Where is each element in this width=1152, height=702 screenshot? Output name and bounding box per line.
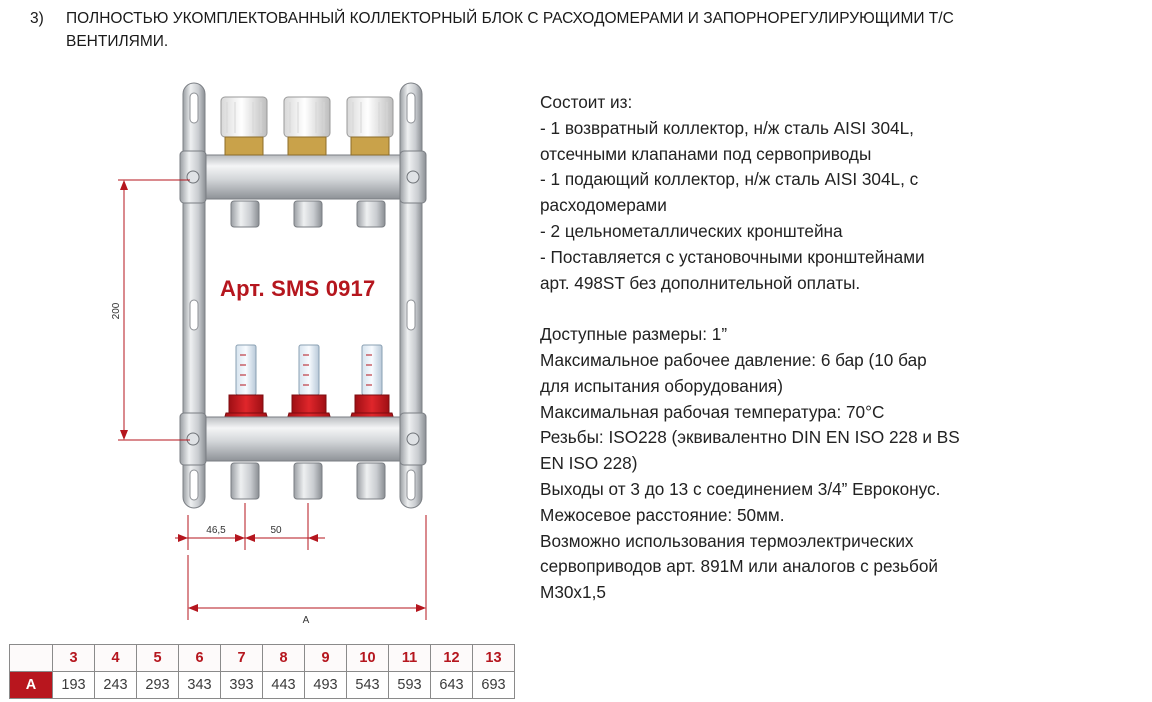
description-line: Максимальное рабочее давление: 6 бар (10 бар xyxy=(540,349,927,370)
description-line: Межосевое расстояние: 50мм. xyxy=(540,504,785,525)
description-line: отсечными клапанами под сервоприводы xyxy=(540,143,872,164)
length-cell: 593 xyxy=(389,672,431,699)
outlet-count-cell: 6 xyxy=(179,645,221,672)
length-cell: 293 xyxy=(137,672,179,699)
description-line: Возможно использования термоэлектрических xyxy=(540,530,914,551)
description-line: EN ISO 228) xyxy=(540,453,638,474)
valve-cap xyxy=(221,97,267,155)
length-cell: 493 xyxy=(305,672,347,699)
length-cell: 193 xyxy=(53,672,95,699)
outlet-count-cell: 5 xyxy=(137,645,179,672)
length-cell: 343 xyxy=(179,672,221,699)
outlet-count-cell: 8 xyxy=(263,645,305,672)
description-line: Максимальная рабочая температура: 70°С xyxy=(540,401,885,422)
outlet-count-cell: 10 xyxy=(347,645,389,672)
product-description xyxy=(540,90,1010,606)
valve-cap xyxy=(284,97,330,155)
flowmeter xyxy=(285,345,333,427)
outlet-count-cell: 7 xyxy=(221,645,263,672)
height-dimension-value: 200 xyxy=(111,302,122,320)
row-label: A xyxy=(10,672,53,699)
height-dimension xyxy=(111,180,190,440)
description-line: сервоприводов арт. 891M или аналогов с резьбой xyxy=(540,556,939,577)
description-line: Выходы от 3 до 13 с соединением 3/4” Евроконус. xyxy=(540,478,941,499)
description-line: Резьбы: ISO228 (эквивалентно DIN EN ISO 228 и BS xyxy=(540,427,960,448)
description-line: - 2 цельнометаллических кронштейна xyxy=(540,220,843,241)
manifold-diagram xyxy=(100,75,450,635)
description-line: - 1 возвратный коллектор, н/ж сталь AISI 304L, xyxy=(540,117,914,138)
length-cell: 443 xyxy=(263,672,305,699)
length-cell: 643 xyxy=(431,672,473,699)
spacing-dimension-value: 50 xyxy=(270,525,282,536)
return-collector xyxy=(180,97,426,227)
outlet-count-cell: 3 xyxy=(53,645,95,672)
description-line: - Поставляется с установочными кронштейнами xyxy=(540,246,925,267)
offset-dimension-value: 46,5 xyxy=(206,525,226,536)
length-cell: 243 xyxy=(95,672,137,699)
total-dimension-value: A xyxy=(302,615,310,626)
description-line xyxy=(540,296,1010,322)
spacing-dimension xyxy=(175,503,325,550)
outlet-count-cell: 11 xyxy=(389,645,431,672)
description-line: арт. 498ST без дополнительной оплаты. xyxy=(540,272,861,293)
outlet-count-cell: 12 xyxy=(431,645,473,672)
outlet-count-cell: 9 xyxy=(305,645,347,672)
description-line: для испытания оборудования) xyxy=(540,375,783,396)
outlet-count-cell: 13 xyxy=(473,645,515,672)
flowmeter xyxy=(222,345,270,427)
article-label: Арт. SMS 0917 xyxy=(220,276,376,301)
size-table xyxy=(9,644,515,699)
section-title: ПОЛНОСТЬЮ УКОМПЛЕКТОВАННЫЙ КОЛЛЕКТОРНЫЙ БЛОК С РАСХОДОМЕРАМИ И ЗАПОРНОРЕГУЛИРУЮЩИМИ Т/С ВЕНТИЛЯМИ. xyxy=(66,10,954,50)
outlet-count-cell: 4 xyxy=(95,645,137,672)
section-number: 3) xyxy=(30,10,44,27)
description-line: расходомерами xyxy=(540,195,667,216)
valve-cap xyxy=(347,97,393,155)
description-line: M30x1,5 xyxy=(540,582,606,603)
length-cell: 393 xyxy=(221,672,263,699)
description-line: Состоит из: xyxy=(540,92,633,112)
length-cell: 543 xyxy=(347,672,389,699)
description-line: - 1 подающий коллектор, н/ж сталь AISI 304L, с xyxy=(540,169,919,190)
length-cell: 693 xyxy=(473,672,515,699)
supply-collector xyxy=(180,413,426,499)
flowmeter xyxy=(348,345,396,427)
table-corner xyxy=(10,645,53,672)
description-line: Доступные размеры: 1” xyxy=(540,324,728,345)
